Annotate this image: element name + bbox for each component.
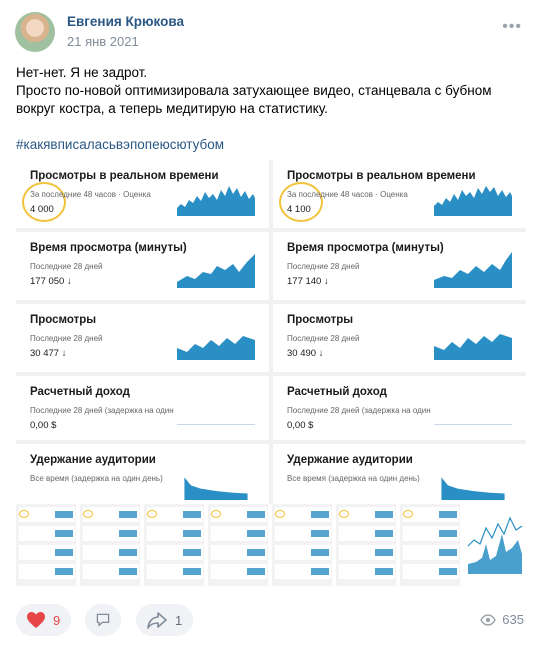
flat-line-chart [177, 424, 255, 425]
analytics-card [273, 376, 526, 440]
eye-icon [480, 614, 496, 626]
flat-line-chart [434, 424, 512, 425]
gallery-thumbnail[interactable] [336, 504, 398, 586]
card-subtitle: За последние 48 часов · Оценка [30, 190, 151, 199]
attached-image[interactable] [16, 160, 526, 504]
card-subtitle: Последние 28 дней [287, 262, 360, 271]
card-title: Удержание аудитории [30, 454, 156, 466]
card-title: Расчетный доход [287, 386, 387, 398]
share-button[interactable] [136, 604, 193, 636]
gallery-thumbnail[interactable] [208, 504, 270, 586]
comment-icon [95, 610, 111, 630]
gallery-thumbnail[interactable] [144, 504, 206, 586]
highlight-circle [22, 182, 66, 222]
card-title: Время просмотра (минуты) [30, 242, 187, 254]
area-chart [177, 318, 255, 360]
card-value: 177 140 ↓ [287, 276, 329, 287]
retention-chart [434, 466, 512, 500]
retention-chart [177, 466, 255, 500]
share-count: 1 [175, 612, 183, 628]
more-options-icon[interactable]: ••• [502, 18, 522, 35]
card-value: 4 100 [287, 204, 311, 215]
card-subtitle: За последние 48 часов · Оценка [287, 190, 408, 199]
analytics-card [16, 304, 269, 372]
analytics-card [273, 304, 526, 372]
analytics-card [16, 232, 269, 300]
area-chart [434, 318, 512, 360]
gallery-thumbnail[interactable] [400, 504, 462, 586]
area-chart [434, 246, 512, 288]
card-subtitle: Последние 28 дней [30, 334, 103, 343]
card-subtitle: Последние 28 дней (задержка на один [287, 406, 431, 415]
card-title: Просмотры [30, 314, 97, 326]
post-actions [0, 604, 542, 636]
card-value: 0,00 $ [30, 420, 57, 431]
views-count: 635 [502, 612, 524, 627]
image-gallery-strip [16, 504, 526, 586]
share-arrow-icon [146, 610, 168, 630]
gallery-thumbnail[interactable] [80, 504, 142, 586]
card-title: Расчетный доход [30, 386, 130, 398]
card-subtitle: Последние 28 дней (задержка на один [30, 406, 174, 415]
analytics-card [273, 444, 526, 504]
avatar[interactable] [15, 12, 55, 52]
gallery-thumbnail[interactable] [16, 504, 78, 586]
card-value: 0,00 $ [287, 420, 314, 431]
gallery-thumbnail[interactable] [272, 504, 334, 586]
card-value: 177 050 ↓ [30, 276, 72, 287]
analytics-card [16, 160, 269, 228]
card-subtitle: Все время (задержка на один день) [30, 474, 163, 483]
analytics-card [273, 232, 526, 300]
analytics-card [16, 444, 269, 504]
post-text-line: Просто по-новой оптимизировала затухающее видео, станцевала с бубном вокруг костра, а теперь медитирую на статистику. [16, 83, 492, 116]
area-chart [177, 246, 255, 288]
author-name[interactable]: Евгения Крюкова [67, 14, 184, 29]
heart-icon [26, 611, 46, 629]
realtime-bars-chart [177, 174, 255, 216]
post-date[interactable]: 21 янв 2021 [67, 34, 139, 49]
highlight-circle [279, 182, 323, 222]
views-counter [480, 612, 524, 627]
card-title: Удержание аудитории [287, 454, 413, 466]
analytics-card [16, 376, 269, 440]
card-value: 30 490 ↓ [287, 348, 324, 359]
hashtag-link[interactable]: #какявписаласьвэпопеюсютубом [16, 137, 225, 152]
card-subtitle: Все время (задержка на один день) [287, 474, 420, 483]
comment-button[interactable] [85, 604, 121, 636]
card-title: Просмотры в реальном времени [30, 170, 219, 182]
post-text [16, 64, 526, 118]
card-title: Просмотры в реальном времени [287, 170, 476, 182]
like-count: 9 [53, 612, 61, 628]
chart-thumbnail-graphic [464, 504, 526, 586]
card-value: 4 000 [30, 204, 54, 215]
post-text-line: Нет-нет. Я не задрот. [16, 65, 148, 80]
like-button[interactable] [16, 604, 71, 636]
card-title: Время просмотра (минуты) [287, 242, 444, 254]
analytics-card [273, 160, 526, 228]
card-subtitle: Последние 28 дней [30, 262, 103, 271]
gallery-thumbnail[interactable] [464, 504, 526, 586]
realtime-bars-chart [434, 174, 512, 216]
card-subtitle: Последние 28 дней [287, 334, 360, 343]
card-value: 30 477 ↓ [30, 348, 67, 359]
card-title: Просмотры [287, 314, 354, 326]
